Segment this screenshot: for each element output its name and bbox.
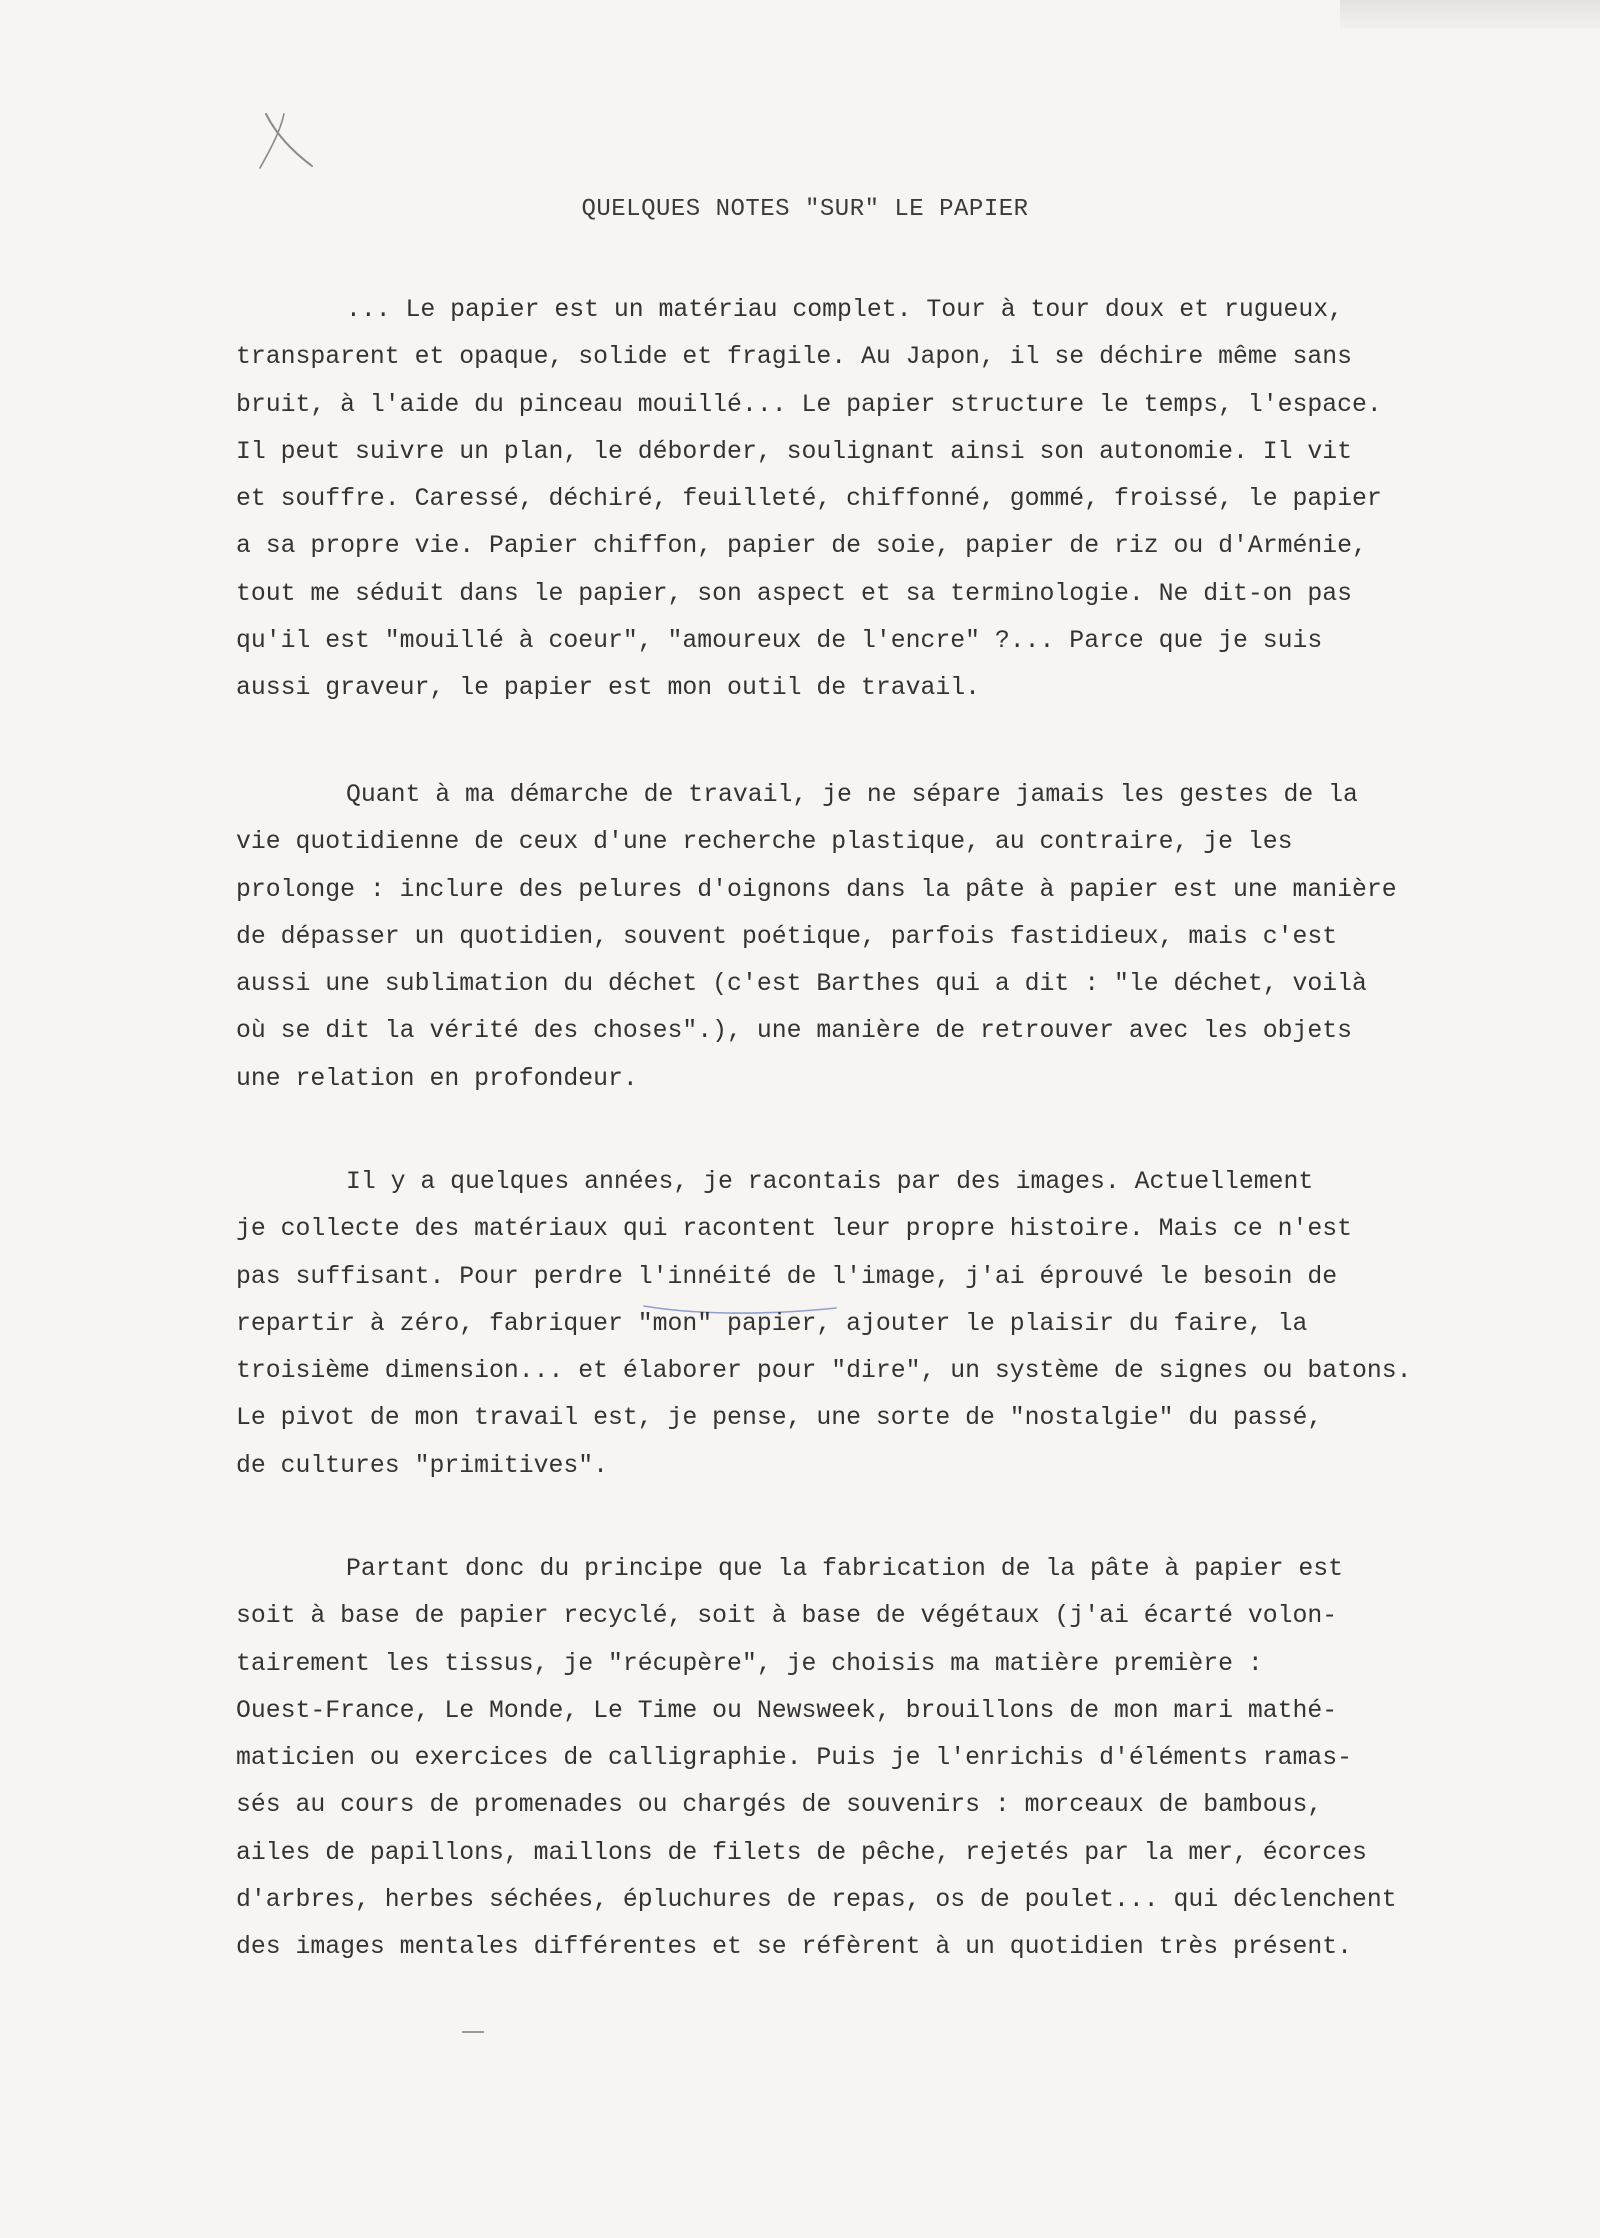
text-line: de dépasser un quotidien, souvent poétique, parfois fastidieux, mais c'est <box>236 922 1338 951</box>
scan-edge <box>1340 0 1600 28</box>
text-line: qu'il est "mouillé à coeur", "amoureux de l'encre" ?... Parce que je suis <box>236 627 1323 656</box>
text-line: repartir à zéro, fabriquer "mon" papier, ajouter le plaisir du faire, la <box>236 1309 1308 1338</box>
paragraph-2 <box>236 772 1536 1103</box>
text-line: soit à base de papier recyclé, soit à base de végétaux (j'ai écarté volon- <box>236 1602 1338 1631</box>
text-line: ... Le papier est un matériau complet. Tour à tour doux et rugueux, <box>346 296 1343 324</box>
pencil-cross-mark-icon <box>250 108 320 178</box>
text-line: bruit, à l'aide du pinceau mouillé... Le papier structure le temps, l'espace. <box>236 390 1382 419</box>
text-line: des images mentales différentes et se réfèrent à un quotidien très présent. <box>236 1933 1353 1962</box>
text-line: tairement les tissus, je "récupère", je choisis ma matière première : <box>236 1649 1263 1678</box>
paragraph-4 <box>236 1546 1536 1972</box>
text-line: tout me séduit dans le papier, son aspect et sa terminologie. Ne dit-on pas <box>236 579 1353 608</box>
text-line: Il y a quelques années, je racontais par des images. Actuellement <box>346 1168 1314 1196</box>
text-line: aussi une sublimation du déchet (c'est Barthes qui a dit : "le déchet, voilà <box>236 970 1367 999</box>
text-line: maticien ou exercices de calligraphie. Puis je l'enrichis d'éléments ramas- <box>236 1744 1353 1773</box>
text-line: sés au cours de promenades ou chargés de souvenirs : morceaux de bambous, <box>236 1791 1323 1820</box>
text-line: où se dit la vérité des choses".), une manière de retrouver avec les objets <box>236 1017 1353 1046</box>
page-dash-mark <box>462 2031 484 2033</box>
text-line: prolonge : inclure des pelures d'oignons dans la pâte à papier est une manière <box>236 875 1397 904</box>
text-line: de cultures "primitives". <box>236 1451 609 1480</box>
text-line: Quant à ma démarche de travail, je ne sépare jamais les gestes de la <box>346 781 1358 809</box>
text-line: Partant donc du principe que la fabrication de la pâte à papier est <box>346 1555 1343 1583</box>
text-line: Il peut suivre un plan, le déborder, soulignant ainsi son autonomie. Il vit <box>236 437 1353 466</box>
text-line: vie quotidienne de ceux d'une recherche plastique, au contraire, je les <box>236 828 1293 857</box>
text-line: Le pivot de mon travail est, je pense, une sorte de "nostalgie" du passé, <box>236 1404 1323 1433</box>
text-line: a sa propre vie. Papier chiffon, papier de soie, papier de riz ou d'Arménie, <box>236 532 1367 561</box>
text-line: troisième dimension... et élaborer pour "dire", un système de signes ou batons. <box>236 1357 1412 1386</box>
text-line: je collecte des matériaux qui racontent leur propre histoire. Mais ce n'est <box>236 1215 1353 1244</box>
text-line: pas suffisant. Pour perdre l'innéité de l'image, j'ai éprouvé le besoin de <box>236 1262 1338 1291</box>
text-line: transparent et opaque, solide et fragile. Au Japon, il se déchire même sans <box>236 343 1353 372</box>
text-line: une relation en profondeur. <box>236 1064 638 1093</box>
text-line: aussi graveur, le papier est mon outil de travail. <box>236 674 981 703</box>
paragraph-3 <box>236 1159 1536 1490</box>
paragraph-1 <box>236 287 1536 713</box>
text-line: d'arbres, herbes séchées, épluchures de repas, os de poulet... qui déclenchent <box>236 1886 1397 1915</box>
text-line: et souffre. Caressé, déchiré, feuilleté, chiffonné, gommé, froissé, le papier <box>236 485 1382 514</box>
text-line: ailes de papillons, maillons de filets de pêche, rejetés par la mer, écorces <box>236 1838 1367 1867</box>
text-line: Ouest-France, Le Monde, Le Time ou Newsweek, brouillons de mon mari mathé- <box>236 1696 1338 1725</box>
page-title: QUELQUES NOTES "SUR" LE PAPIER <box>581 196 1029 223</box>
